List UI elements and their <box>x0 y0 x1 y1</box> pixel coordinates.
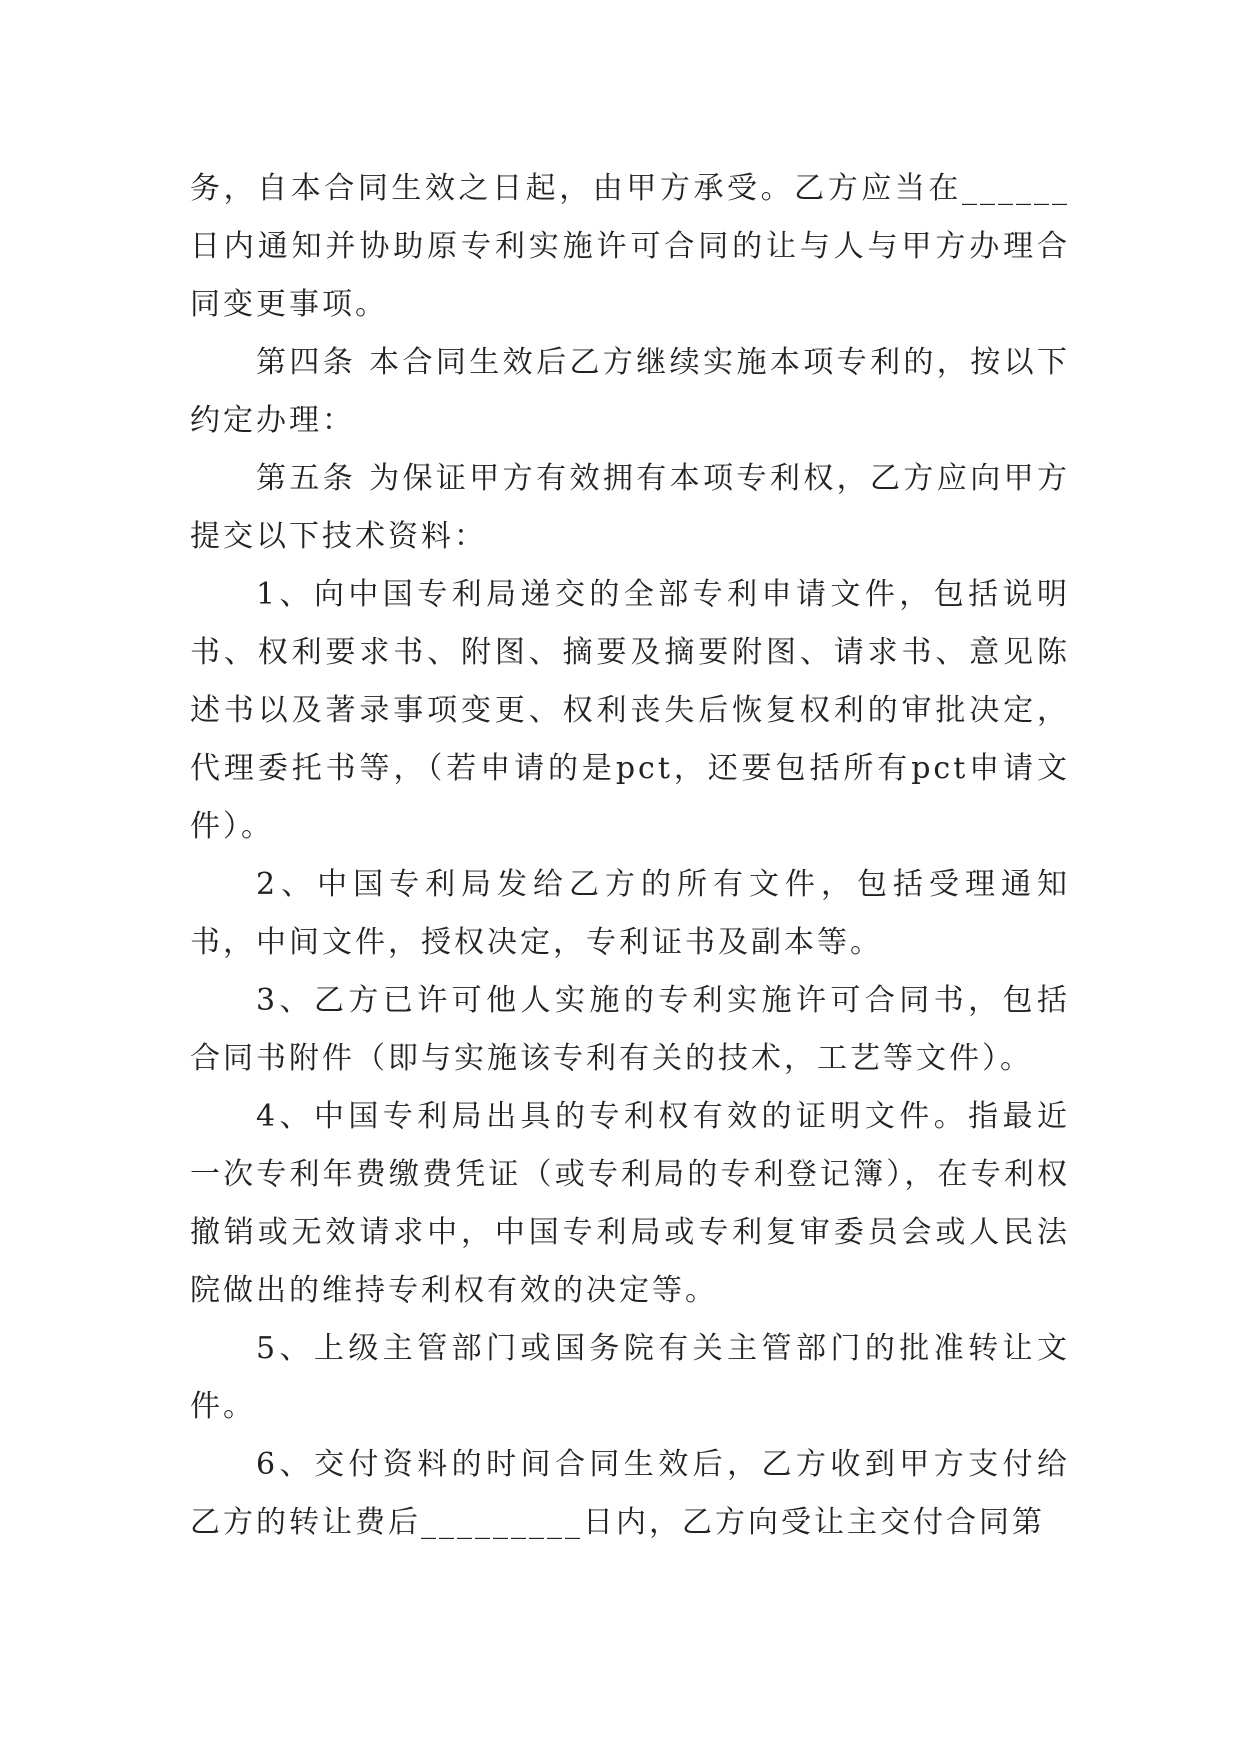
paragraph-1: 务，自本合同生效之日起，由甲方承受。乙方应当在______日内通知并协助原专利实施许可合同的让与人与甲方办理合同变更事项。 <box>190 171 1070 322</box>
paragraph-article-5: 第五条 为保证甲方有效拥有本项专利权，乙方应向甲方提交以下技术资料： <box>190 461 1070 554</box>
paragraph-article-4: 第四条 本合同生效后乙方继续实施本项专利的，按以下约定办理： <box>190 345 1070 438</box>
paragraph-item-5: 5、上级主管部门或国务院有关主管部门的批准转让文件。 <box>190 1331 1070 1424</box>
paragraph-item-1: 1、向中国专利局递交的全部专利申请文件，包括说明书、权利要求书、附图、摘要及摘要附图、请求书、意见陈述书以及著录事项变更、权利丧失后恢复权利的审批决定，代理委托书等，（若申请的是pct，还要包括所有pct申请文件）。 <box>190 577 1070 844</box>
document-body <box>190 160 1070 1552</box>
paragraph-item-3: 3、乙方已许可他人实施的专利实施许可合同书，包括合同书附件（即与实施该专利有关的技术，工艺等文件）。 <box>190 983 1070 1076</box>
paragraph-item-6: 6、交付资料的时间合同生效后，乙方收到甲方支付给乙方的转让费后_________日内，乙方向受让主交付合同第 <box>190 1447 1070 1540</box>
paragraph-item-2: 2、中国专利局发给乙方的所有文件，包括受理通知书，中间文件，授权决定，专利证书及副本等。 <box>190 867 1070 960</box>
paragraph-item-4: 4、中国专利局出具的专利权有效的证明文件。指最近一次专利年费缴费凭证（或专利局的专利登记簿），在专利权撤销或无效请求中，中国专利局或专利复审委员会或人民法院做出的维持专利权有效的决定等。 <box>190 1099 1070 1308</box>
